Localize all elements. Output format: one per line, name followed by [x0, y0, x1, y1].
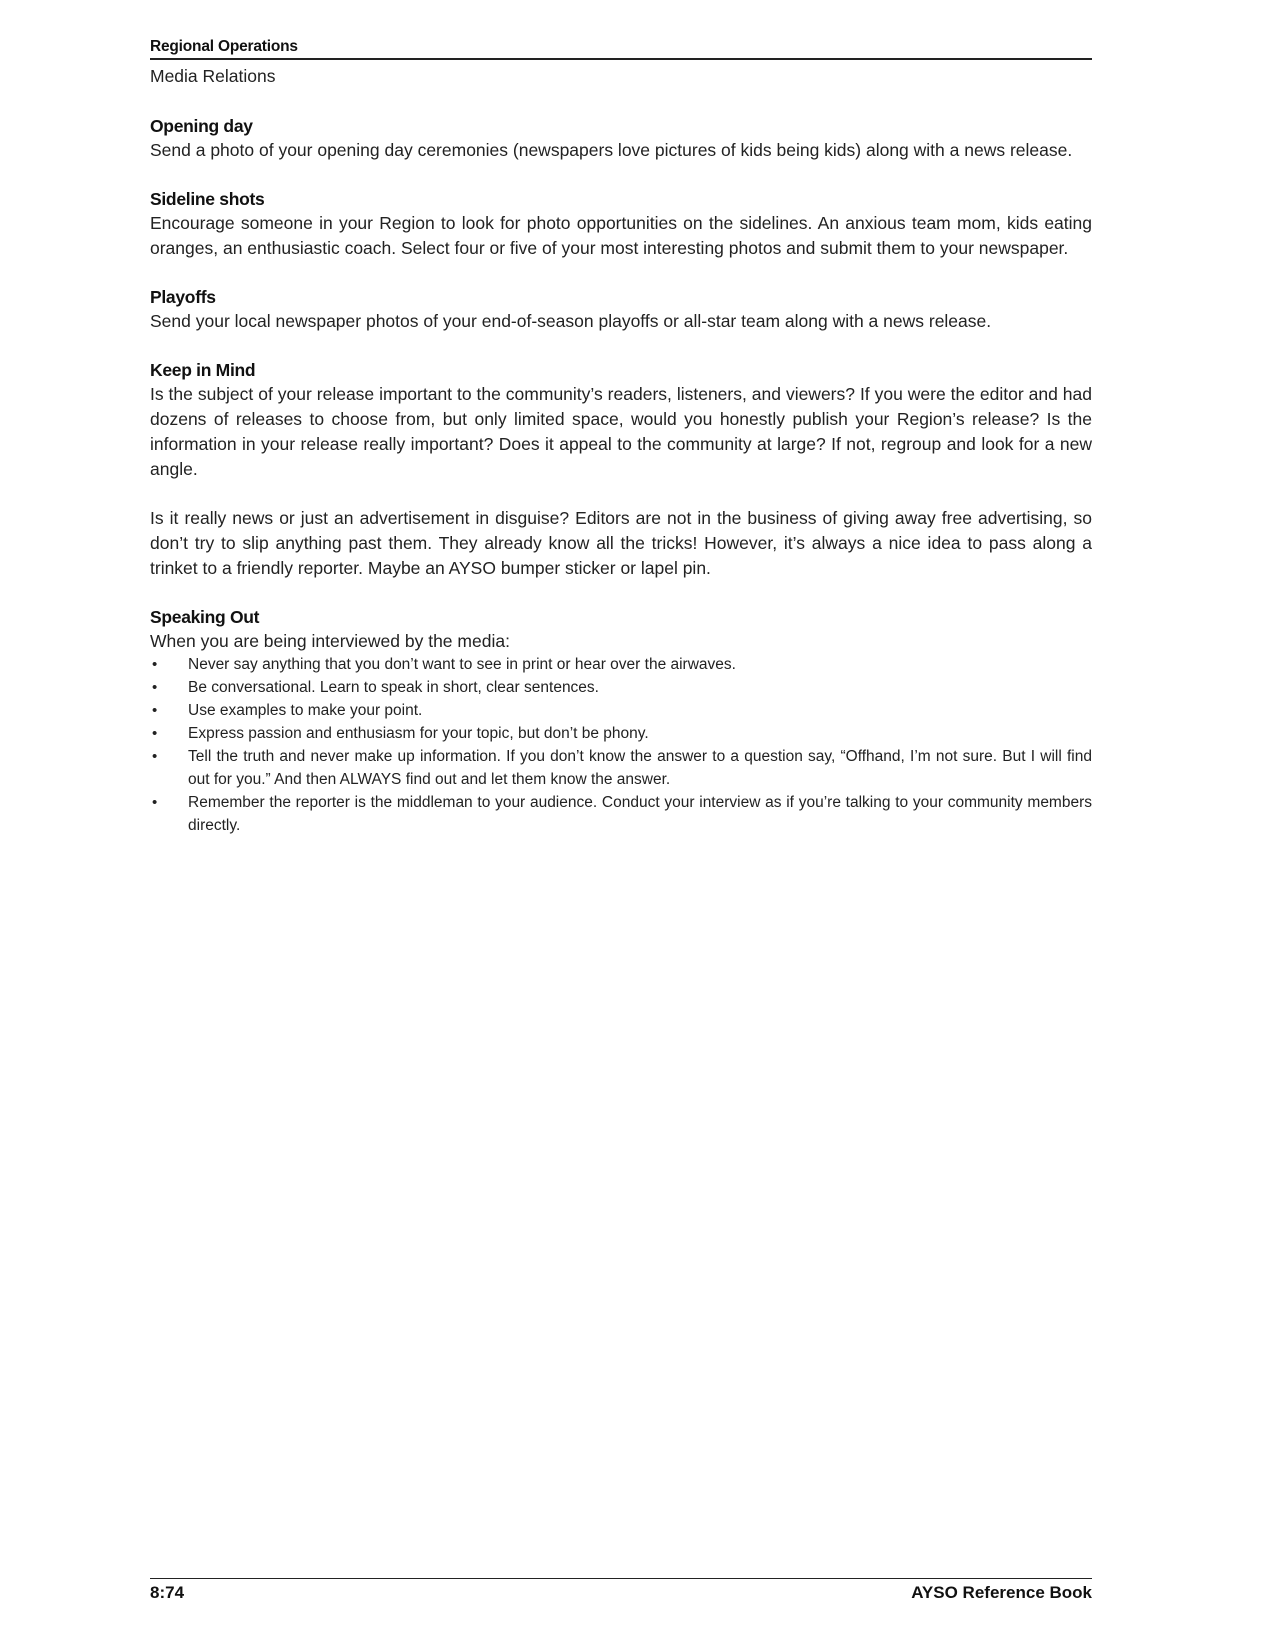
- paragraph: Is it really news or just an advertisement in disguise? Editors are not in the business of giving away free advertising, so don’t try to slip anything past them. They already know all the tricks! However, it’s always a nice idea to pass along a trinket to a friendly reporter. Maybe an AYSO bumper sticker or lapel pin.: [150, 508, 1092, 578]
- section-heading: Speaking Out: [150, 607, 260, 627]
- section-title: Regional Operations: [150, 38, 298, 55]
- book-title: AYSO Reference Book: [911, 1583, 1092, 1602]
- bullet-list: [150, 653, 1092, 837]
- section-heading: Keep in Mind: [150, 360, 256, 380]
- bullet-icon: •: [152, 794, 158, 811]
- list-item: [150, 745, 1092, 791]
- paragraph: Send your local newspaper photos of your end-of-season playoffs or all-star team along with a news release.: [150, 311, 992, 331]
- chapter-title: Media Relations: [150, 66, 276, 86]
- list-item: [150, 653, 1092, 676]
- list-item-text: Express passion and enthusiasm for your topic, but don’t be phony.: [188, 725, 649, 742]
- page-number: 8:74: [150, 1583, 185, 1602]
- list-intro: When you are being interviewed by the media:: [150, 631, 510, 651]
- document-page: [150, 0, 1092, 1650]
- list-item: [150, 722, 1092, 745]
- bullet-icon: •: [152, 725, 158, 742]
- paragraph: Is the subject of your release important to the community’s readers, listeners, and viewers? If you were the editor and had dozens of releases to choose from, but only limited space, would you honestly publish your Region’s release? Is the information in your release really important? Does it appeal to the community at large? If not, regroup and look for a new angle.: [150, 384, 1092, 479]
- list-item: [150, 699, 1092, 722]
- body-content: [150, 114, 1092, 837]
- section-heading: Playoffs: [150, 287, 216, 307]
- section-heading: Sideline shots: [150, 189, 265, 209]
- section-playoffs: [150, 285, 1092, 334]
- paragraph: Encourage someone in your Region to look for photo opportunities on the sidelines. An anxious team mom, kids eating oranges, an enthusiastic coach. Select four or five of your most interesting photos and submit them to your newspaper.: [150, 213, 1092, 258]
- list-item: [150, 676, 1092, 699]
- running-header: [150, 38, 1092, 60]
- bullet-icon: •: [152, 702, 158, 719]
- section-speaking-out: [150, 605, 1092, 837]
- paragraph: Send a photo of your opening day ceremonies (newspapers love pictures of kids being kids) along with a news release.: [150, 140, 1073, 160]
- list-item-text: Use examples to make your point.: [188, 702, 423, 719]
- bullet-icon: •: [152, 656, 158, 673]
- page-footer: [150, 1578, 1092, 1603]
- section-opening-day: [150, 114, 1092, 163]
- list-item-text: Remember the reporter is the middleman to your audience. Conduct your interview as if you’re talking to your community members directly.: [188, 794, 1092, 834]
- section-sideline-shots: [150, 187, 1092, 261]
- section-heading: Opening day: [150, 116, 253, 136]
- list-item-text: Tell the truth and never make up information. If you don’t know the answer to a question say, “Offhand, I’m not sure. But I will find out for you.” And then ALWAYS find out and let them know the answer.: [188, 748, 1092, 788]
- list-item-text: Be conversational. Learn to speak in short, clear sentences.: [188, 679, 599, 696]
- bullet-icon: •: [152, 679, 158, 696]
- list-item: [150, 791, 1092, 837]
- section-keep-in-mind: [150, 358, 1092, 581]
- list-item-text: Never say anything that you don’t want to see in print or hear over the airwaves.: [188, 656, 736, 673]
- bullet-icon: •: [152, 748, 158, 765]
